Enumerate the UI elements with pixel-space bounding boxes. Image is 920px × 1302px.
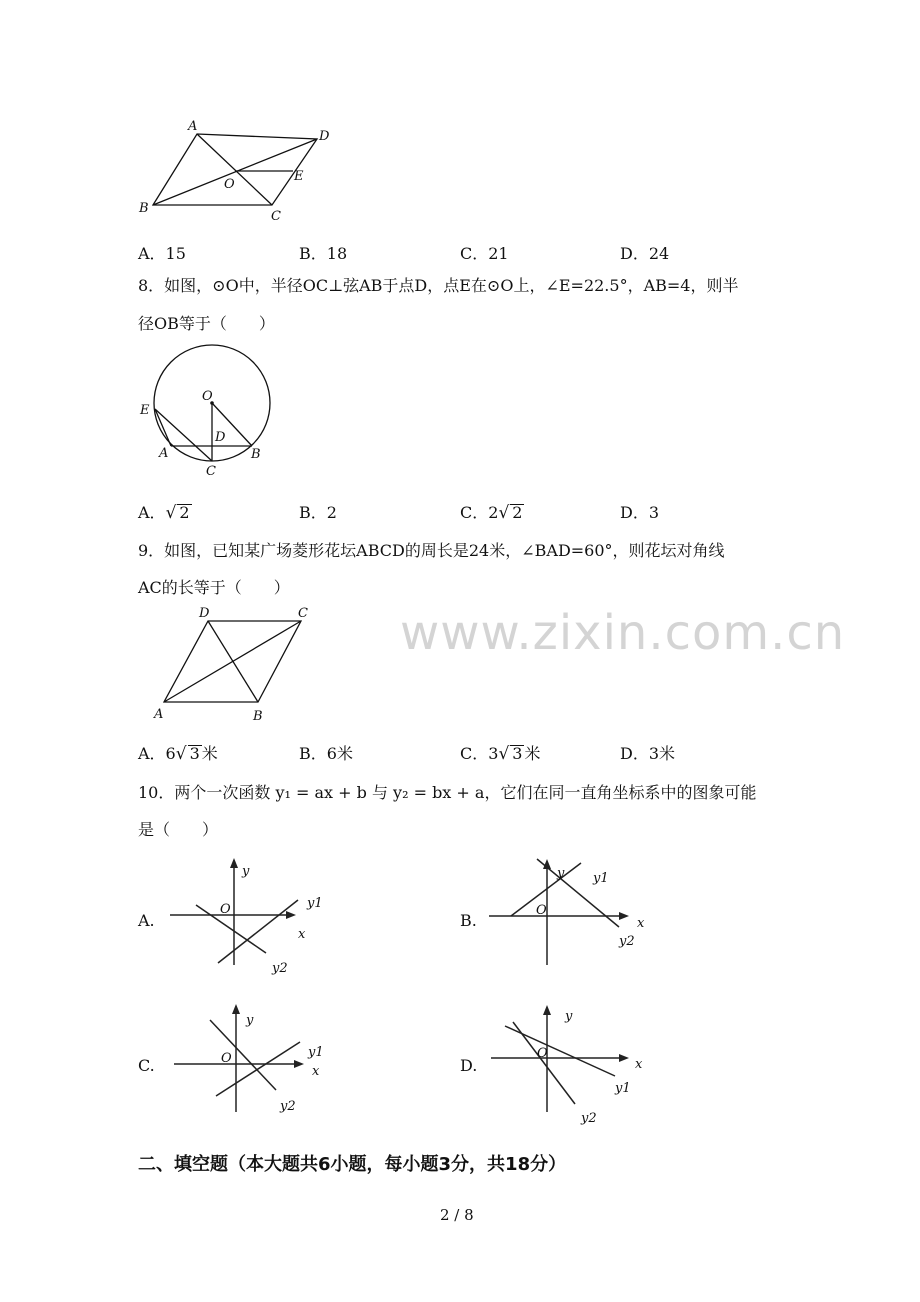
q10-b-axis-x: x	[637, 916, 645, 931]
q9-rhombus-figure	[150, 604, 320, 724]
q7-option-c[interactable]: C．21	[460, 244, 509, 263]
q8-option-a-radicand: 2	[179, 503, 190, 522]
q8-label-e: E	[140, 403, 150, 418]
q10-graph-a[interactable]	[168, 855, 338, 980]
q9-question-line2: AC的长等于（ ）	[138, 578, 290, 597]
watermark: www.zixin.com.cn	[400, 605, 846, 661]
q9-option-c-prefix: C．3	[460, 744, 499, 763]
q7-label-d: D	[319, 129, 330, 144]
q10-b-y2: y2	[619, 934, 635, 949]
q9-label-c: C	[298, 606, 308, 621]
q9-label-a: A	[154, 707, 164, 722]
q10-a-y1: y1	[307, 896, 323, 911]
q10-c-y1: y1	[308, 1045, 324, 1060]
q7-label-c: C	[271, 209, 281, 223]
q10-option-d-label[interactable]: D.	[460, 1056, 478, 1075]
q10-d-axis-x: x	[635, 1057, 643, 1072]
q8-option-b[interactable]: B．2	[299, 503, 337, 522]
radical-icon: √	[165, 503, 177, 523]
q8-option-a-prefix: A．	[138, 503, 166, 522]
q10-graph-c[interactable]	[168, 1000, 338, 1125]
q10-graph-d[interactable]	[485, 1000, 660, 1125]
radical-icon: √	[498, 503, 510, 523]
q9-option-c-radicand: 3	[512, 744, 523, 763]
q8-label-a: A	[159, 446, 169, 461]
q10-c-axis-y: y	[246, 1013, 254, 1028]
q8-option-d[interactable]: D．3	[620, 503, 660, 522]
q10-graph-b[interactable]	[485, 855, 660, 975]
q10-c-y2: y2	[280, 1099, 296, 1114]
q8-question-line2: 径OB等于（ ）	[138, 314, 275, 333]
q9-option-a[interactable]	[138, 741, 218, 764]
q10-a-y2: y2	[272, 961, 288, 976]
q8-option-c[interactable]	[460, 500, 524, 523]
q8-label-c: C	[206, 464, 216, 479]
q10-d-axis-y: y	[565, 1009, 573, 1024]
q7-option-b[interactable]: B．18	[299, 244, 348, 263]
q7-option-d[interactable]: D．24	[620, 244, 670, 263]
q10-question-line2: 是（ ）	[138, 820, 219, 839]
q10-option-b-label[interactable]: B.	[460, 911, 477, 930]
q10-a-axis-y: y	[242, 864, 250, 879]
q8-label-d: D	[215, 430, 226, 445]
q10-question-line1: 10．两个一次函数 y₁ = ax + b 与 y₂ = bx + a，它们在同一直角坐标系中的图象可能	[138, 783, 757, 802]
q10-b-y1: y1	[593, 871, 609, 886]
page-number: 2 / 8	[440, 1206, 474, 1224]
q7-label-b: B	[139, 201, 149, 216]
q8-option-a[interactable]	[138, 500, 192, 523]
q10-d-y2: y2	[581, 1111, 597, 1125]
radical-icon: √	[175, 744, 187, 764]
q10-c-axis-x: x	[312, 1064, 320, 1079]
q9-option-a-unit: 米	[201, 744, 218, 763]
q9-option-a-radicand: 3	[189, 744, 200, 763]
q9-option-c[interactable]	[460, 741, 540, 764]
q10-option-a-label[interactable]: A.	[138, 911, 155, 930]
q8-option-c-radicand: 2	[512, 503, 523, 522]
q9-option-c-unit: 米	[524, 744, 541, 763]
radical-icon: √	[498, 744, 510, 764]
q8-label-o: O	[202, 389, 213, 404]
q7-label-e: E	[294, 169, 304, 184]
q10-option-c-label[interactable]: C.	[138, 1056, 155, 1075]
q10-a-origin: O	[220, 902, 231, 917]
q9-question-line1: 9．如图，已知某广场菱形花坛ABCD的周长是24米，∠BAD=60°，则花坛对角线	[138, 541, 725, 560]
q7-label-a: A	[188, 119, 198, 134]
q8-option-c-prefix: C．2	[460, 503, 499, 522]
q8-circle-figure	[135, 342, 280, 482]
q10-c-origin: O	[221, 1051, 232, 1066]
q9-option-b[interactable]: B．6米	[299, 744, 353, 763]
q10-a-axis-x: x	[298, 927, 306, 942]
q9-option-d[interactable]: D．3米	[620, 744, 676, 763]
q7-parallelogram-figure	[135, 118, 335, 223]
section-heading: 二、填空题（本大题共6小题，每小题3分，共18分）	[138, 1154, 567, 1175]
q7-option-a[interactable]: A．15	[138, 244, 186, 263]
q10-d-origin: O	[537, 1046, 548, 1061]
q10-b-origin: O	[536, 903, 547, 918]
q7-label-o: O	[224, 177, 235, 192]
q9-label-d: D	[199, 606, 210, 621]
q10-b-axis-y: y	[557, 866, 565, 881]
q8-question-line1: 8．如图，⊙O中，半径OC⊥弦AB于点D，点E在⊙O上，∠E=22.5°，AB=4，则半	[138, 276, 739, 295]
q8-label-b: B	[251, 447, 261, 462]
q9-label-b: B	[253, 709, 263, 724]
q10-d-y1: y1	[615, 1081, 631, 1096]
q9-option-a-prefix: A．6	[138, 744, 176, 763]
